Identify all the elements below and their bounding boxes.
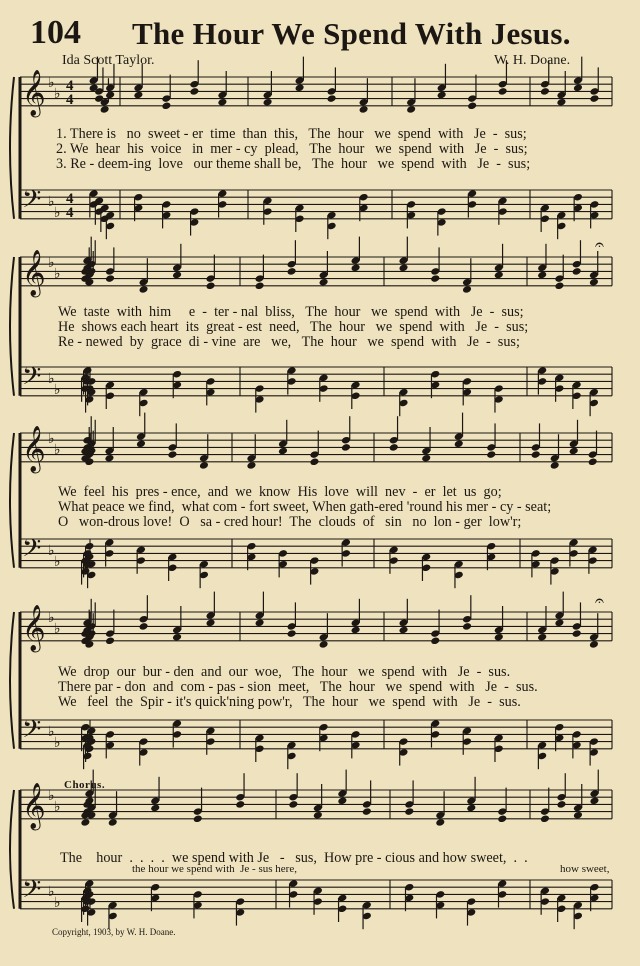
note-head: [319, 640, 329, 649]
note-head: [589, 278, 599, 287]
note-head: [133, 91, 143, 100]
note-head: [206, 618, 216, 627]
note-head: [319, 278, 329, 287]
system-brace: [10, 77, 14, 219]
note-head: [100, 105, 110, 114]
time-signature-digit: 4: [66, 78, 74, 94]
flat-icon: ♭: [48, 372, 55, 387]
bass-clef-icon: 𝄢: [22, 534, 42, 569]
note-head: [313, 811, 323, 820]
lyric-line: What peace we find, what com - fort sweet, When gath-ered 'round his mer - cy - seat;: [58, 499, 552, 515]
note-head: [554, 618, 564, 627]
note-head: [337, 796, 347, 805]
note-head: [406, 105, 416, 114]
hymn-title: The Hour We Spend With Jesus.: [132, 16, 571, 51]
note-head: [172, 271, 182, 280]
time-signature-digit: 4: [66, 191, 74, 207]
note-head: [150, 804, 160, 813]
time-signature-digit: 4: [66, 92, 74, 108]
note-head: [466, 804, 476, 813]
hymn-number: 104: [30, 14, 81, 51]
flat-icon: ♭: [54, 206, 61, 221]
flat-icon: ♭: [48, 195, 55, 210]
note-head: [462, 285, 472, 294]
note-head: [573, 811, 583, 820]
note-head: [108, 818, 118, 827]
note-head: [569, 447, 579, 456]
note-head: [497, 814, 507, 823]
composer-credit: W. H. Doane.: [494, 53, 571, 68]
note-head: [362, 807, 372, 816]
flat-icon: ♭: [54, 800, 61, 815]
treble-clef-icon: 𝄞: [22, 250, 46, 296]
note-head: [309, 457, 319, 466]
note-head: [454, 439, 464, 448]
lyric-line: We feel the Spir - it's quick'ning pow'r, The hour we spend with Je - sus.: [58, 694, 521, 710]
note-head: [554, 281, 564, 290]
system-brace: [10, 257, 14, 396]
note-head: [537, 271, 547, 280]
note-head: [255, 281, 265, 290]
note-head: [556, 800, 566, 809]
lyric-line: We drop our bur - den and our woe, The hour we spend with Je - sus.: [58, 664, 511, 680]
flat-icon: ♭: [54, 736, 61, 751]
flat-icon: ♭: [48, 789, 55, 804]
note-head: [494, 271, 504, 280]
lyrics-system-3: [58, 485, 618, 530]
lyric-line: We feel his pres - ence, and we know His love will nev - er let us go;: [58, 484, 502, 500]
note-head: [235, 800, 245, 809]
note-head: [404, 807, 414, 816]
lyric-line: Re - newed by grace di - vine are we, The hour we spend with Je - sus;: [58, 334, 520, 350]
note-head: [486, 450, 496, 459]
note-head: [389, 443, 399, 452]
note-head: [199, 461, 209, 470]
note-head: [139, 285, 149, 294]
note-head: [430, 274, 440, 283]
note-head: [105, 274, 115, 283]
treble-clef-icon: 𝄞: [22, 70, 46, 116]
flat-icon: ♭: [54, 896, 61, 911]
treble-clef-icon: 𝄞: [22, 783, 46, 829]
flat-icon: ♭: [54, 267, 61, 282]
note-head: [263, 98, 273, 107]
lyric-line: 3. Re - deem-ing love our theme shall be, The hour we spend with Je - sus;: [56, 156, 531, 172]
lyrics-system-2: [58, 305, 618, 350]
note-head: [139, 622, 149, 631]
note-head: [550, 461, 560, 470]
fermata-icon: 𝄐: [595, 237, 604, 254]
note-head: [399, 263, 409, 272]
note-head: [327, 94, 337, 103]
note-head: [255, 618, 265, 627]
note-head: [572, 629, 582, 638]
flat-icon: ♭: [54, 622, 61, 637]
note-head: [167, 450, 177, 459]
bass-clef-icon: 𝄢: [22, 185, 42, 220]
system-brace: [10, 612, 14, 749]
note-head: [278, 447, 288, 456]
flat-icon: ♭: [48, 76, 55, 91]
note-head: [589, 796, 599, 805]
note-head: [351, 263, 361, 272]
flat-icon: ♭: [48, 885, 55, 900]
note-head: [588, 457, 598, 466]
note-head: [589, 640, 599, 649]
chorus-bass-lyric: the hour we spend with Je - sus here,: [132, 863, 297, 875]
note-head: [288, 800, 298, 809]
note-head: [399, 626, 409, 635]
flat-icon: ♭: [54, 87, 61, 102]
time-signature-digit: 4: [66, 205, 74, 221]
lyric-line: 2. We hear his voice in mer - cy plead, The hour we spend with Je - sus;: [56, 141, 528, 157]
note-head: [462, 622, 472, 631]
note-head: [435, 818, 445, 827]
note-head: [359, 105, 369, 114]
note-head: [572, 267, 582, 276]
note-head: [295, 83, 305, 92]
note-head: [437, 91, 447, 100]
treble-clef-icon: 𝄞: [22, 426, 46, 472]
note-head: [494, 633, 504, 642]
flat-icon: ♭: [48, 611, 55, 626]
lyric-line: O won-drous love! O sa - cred hour! The clouds of sin no lon - ger low'r;: [58, 514, 522, 530]
bass-clef-icon: 𝄢: [22, 715, 42, 750]
note-head: [105, 91, 115, 100]
lyricist-credit: Ida Scott Taylor.: [62, 53, 155, 68]
note-head: [287, 629, 297, 638]
lyrics-system-4: [58, 665, 618, 710]
note-head: [540, 87, 550, 96]
chorus-label: Chorus.: [64, 779, 106, 791]
bass-clef-icon: 𝄢: [22, 362, 42, 397]
note-head: [498, 87, 508, 96]
flat-icon: ♭: [54, 383, 61, 398]
note-head: [430, 636, 440, 645]
note-head: [136, 439, 146, 448]
treble-clef-icon: 𝄞: [22, 605, 46, 651]
flat-icon: ♭: [48, 256, 55, 271]
note-head: [351, 626, 361, 635]
chorus-lyric: The hour . . . . we spend with Je - sus, How pre - cious and how sweet, . .: [60, 850, 528, 866]
note-head: [467, 101, 477, 110]
flat-icon: ♭: [48, 544, 55, 559]
lyric-line: He shows each heart its great - est need, The hour we spend with Je - sus;: [58, 319, 529, 335]
system-brace: [10, 790, 14, 909]
note-head: [80, 818, 90, 827]
note-head: [540, 814, 550, 823]
copyright-notice: Copyright, 1903, by W. H. Doane.: [52, 927, 176, 937]
note-head: [104, 454, 114, 463]
system-brace: [10, 433, 14, 568]
note-head: [217, 98, 227, 107]
note-head: [172, 633, 182, 642]
flat-icon: ♭: [54, 555, 61, 570]
note-head: [161, 101, 171, 110]
note-head: [105, 636, 115, 645]
fermata-icon: 𝄐: [595, 593, 604, 610]
bass-clef-icon: 𝄢: [22, 875, 42, 910]
note-head: [421, 454, 431, 463]
note-head: [246, 461, 256, 470]
note-head: [556, 98, 566, 107]
flat-icon: ♭: [48, 725, 55, 740]
note-head: [193, 814, 203, 823]
note-head: [287, 267, 297, 276]
lyric-line: We taste with him e - ter - nal bliss, The hour we spend with Je - sus;: [58, 304, 524, 320]
note-head: [589, 94, 599, 103]
lyric-line: There par - don and com - pas - sion meet, The hour we spend with Je - sus.: [58, 679, 538, 695]
note-head: [189, 87, 199, 96]
note-head: [537, 633, 547, 642]
chorus-bass-lyric-end: how sweet,: [560, 863, 610, 875]
lyrics-system-1: [56, 127, 616, 172]
flat-icon: ♭: [54, 443, 61, 458]
flat-icon: ♭: [48, 432, 55, 447]
lyric-line: 1. There is no sweet - er time than this, The hour we spend with Je - sus;: [56, 126, 527, 142]
note-head: [573, 83, 583, 92]
note-head: [531, 450, 541, 459]
note-head: [206, 281, 216, 290]
note-head: [341, 443, 351, 452]
